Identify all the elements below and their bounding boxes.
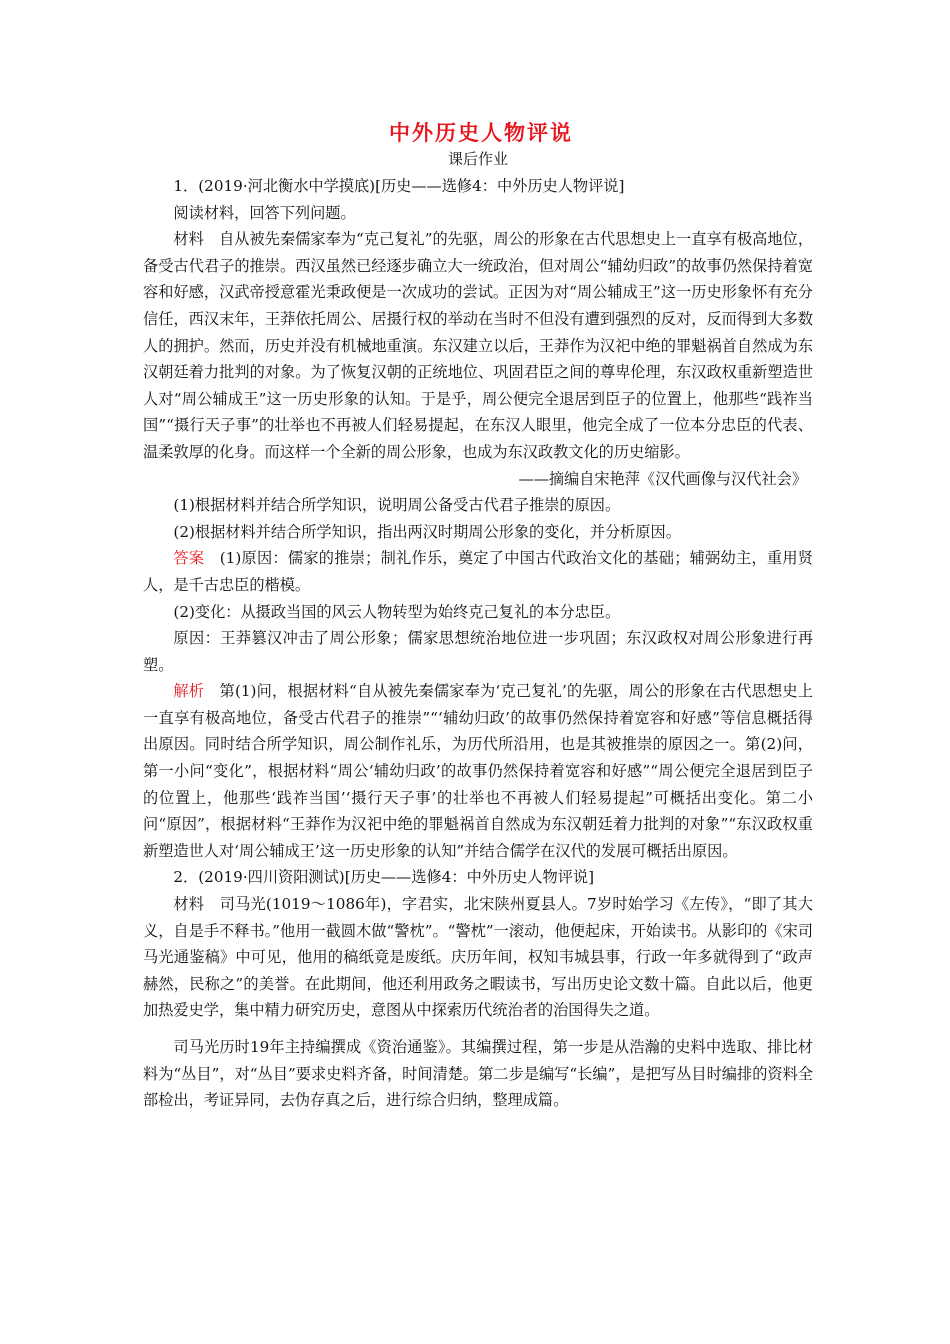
answer-text-1: (1)原因：儒家的推崇；制礼作乐，奠定了中国古代政治文化的基础；辅弼幼主，重用贤人，是千古忠臣的楷模。 [143,549,813,594]
q2-material-paragraph-2: 司马光历时19年主持编撰成《资治通鉴》。其编撰过程，第一步是从浩瀚的史料中选取、排比材料为“丛目”，对“丛目”要求史料齐备，时间清楚。第二步是编写“长编”，是把写丛目时编排的资料全部检出，考证异同，去伪存真之后，进行综合归纳，整理成篇。 [143,1038,813,1110]
q1-source: ——摘编自宋艳萍《汉代画像与汉代社会》 [518,469,807,488]
q1-header: 1．(2019·河北衡水中学摸底)[历史——选修4：中外历史人物评说] [173,177,625,195]
page-subtitle: 课后作业 [447,150,508,168]
q1-answer-reason: 原因：王莽篡汉冲击了周公形象；儒家思想统治地位进一步巩固；东汉政权对周公形象进行再塑。 [143,629,813,674]
q1-subquestion-2: (2)根据材料并结合所学知识，指出两汉时期周公形象的变化，并分析原因。 [173,522,681,541]
analysis-label: 解析 [173,682,205,701]
q1-answer [143,545,813,598]
q1-answer-change: (2)变化：从摄政当国的风云人物转型为始终克己复礼的本分忠臣。 [173,602,621,621]
q2-material [143,891,813,1024]
q1-material [143,226,813,465]
document-page [143,118,813,1114]
q2-header: 2．(2019·四川资阳测试)[历史——选修4：中外历史人物评说] [173,868,595,887]
analysis-text: 第(1)问，根据材料“自从被先秦儒家奉为‘克己复礼’的先驱，周公的形象在古代思想史上一直享有极高地位，备受古代君子的推崇”“‘辅幼归政’的故事仍然保持着宽容和好感”等信息概括得出原因。同时结合所学知识，周公制作礼乐，为历代所沿用，也是其被推崇的原因之一。第(2)问，第一小问“变化”，根据材料“周公‘辅幼归政’的故事仍然保持着宽容和好感”“周公便完全退居到臣子的位置上，他那些‘践祚当国’‘摄行天子事’的壮举也不再被人们轻易提起”可概括出变化。第二小问“原因”，根据材料“王莽作为汉祀中绝的罪魁祸首自然成为东汉朝廷着力批判的对象”“东汉政权重新塑造世人对‘周公辅成王’这一历史形象的认知”并结合儒学在汉代的发展可概括出原因。 [143,682,814,860]
q2-material-text: 司马光(1019～1086年)，字君实，北宋陕州夏县人。7岁时始学习《左传》，“即了其大义，自是手不释书。”他用一截圆木做“警枕”。“警枕”一滚动，他便起床，开始读书。从影印的《宋司马光通鉴稿》中可见，他用的稿纸竟是废纸。庆历年间，权知韦城县事，行政一年多就得到了“政声赫然，民称之”的美誉。在此期间，他还利用政务之暇读书，写出历史论文数十篇。自此以后，他更加热爱史学，集中精力研究历史，意图从中探索历代统治者的治国得失之道。 [143,895,813,1020]
material-text: 自从被先秦儒家奉为“克己复礼”的先驱，周公的形象在古代思想史上一直享有极高地位，备受古代君子的推崇。西汉虽然已经逐步确立大一统政治，但对周公“辅幼归政”的故事仍然保持着宽容和好感，汉武帝授意霍光秉政便是一次成功的尝试。正因为对“周公辅成王”这一历史形象怀有充分信任，西汉末年，王莽依托周公、居摄行权的举动在当时不但没有遭到强烈的反对，反而得到大多数人的拥护。然而，历史并没有机械地重演。东汉建立以后，王莽作为汉祀中绝的罪魁祸首自然成为东汉朝廷着力批判的对象。为了恢复汉朝的正统地位、巩固君臣之间的尊卑伦理，东汉政权重新塑造世人对“周公辅成王”这一历史形象的认知。于是乎，周公便完全退居到臣子的位置上，他那些“践祚当国”“摄行天子事”的壮举也不再被人们轻易提起，在东汉人眼里，他完全成了一位本分忠臣的代表、温柔敦厚的化身。而这样一个全新的周公形象，也成为东汉政教文化的历史缩影。 [143,230,814,461]
q1-subquestion-1: (1)根据材料并结合所学知识，说明周公备受古代君子推崇的原因。 [173,496,621,515]
q1-analysis [143,678,813,864]
answer-label: 答案 [173,549,205,568]
paragraph-gap [143,1024,813,1034]
material-label: 材料 [173,230,204,249]
q2-material-label: 材料 [173,895,205,914]
page-title: 中外历史人物评说 [389,121,573,145]
q1-instruction: 阅读材料，回答下列问题。 [173,203,356,222]
